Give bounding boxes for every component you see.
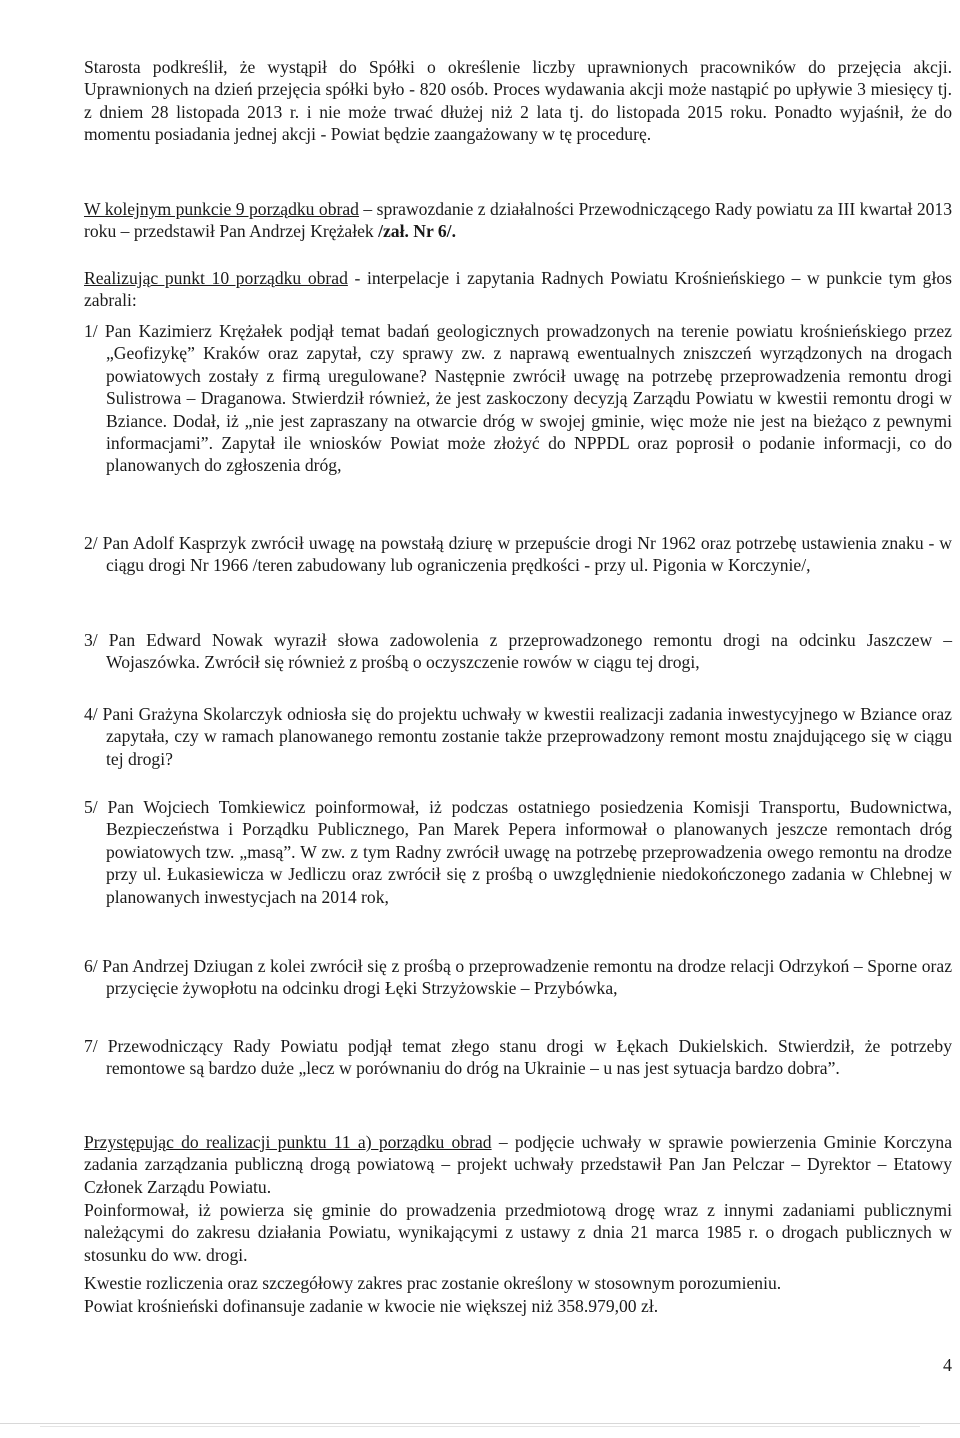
scan-edge-line	[0, 1423, 960, 1424]
list-item-4: 4/ Pani Grażyna Skolarczyk odniosła się do projektu uchwały w kwestii realizacji zadania inwestycyjnego w Bziance oraz zapytała, czy w ramach planowanego remontu zostanie także przeprowadzony remont mostu znajdującego się w ciągu tej drogi?	[84, 704, 952, 769]
list-item-7: 7/ Przewodniczący Rady Powiatu podjął temat złego stanu drogi w Łękach Dukielskich. Stwierdził, że potrzeby remontowe są bardzo duże „lecz w porównaniu do dróg na Ukrainie – u nas jest sytuacja bardzo dobra”.	[84, 1036, 952, 1079]
paragraph-poinformowal: Poinformował, iż powierza się gminie do prowadzenia przedmiotową drogę wraz z innymi zadaniami publicznymi należącymi do zakresu działania Powiatu, wynikającymi z ustawy z dnia 21 marca 1985 r. o drogach publicznych w stosunku do ww. drogi.	[84, 1200, 952, 1265]
paragraph-starosta: Starosta podkreślił, że wystąpił do Spółki o określenie liczby uprawnionych pracowników do przejęcia akcji. Uprawnionych na dzień przejęcia spółki było - 820 osób. Proces wydawania akcji może nastąpić po upływie 3 miesięcy tj. z dniem 28 listopada 2013 r. i nie może trwać dłużej niż 2 lata tj. do listopada 2015 roku. Ponadto wyjaśnił, że do momentu posiadania jednej akcji - Powiat będzie zaangażowany w tę procedurę.	[84, 57, 952, 145]
list-item-2: 2/ Pan Adolf Kasprzyk zwrócił uwagę na powstałą dziurę w przepuście drogi Nr 1962 oraz potrzebę ustawienia znaku - w ciągu drogi Nr 1966 /teren zabudowany lub ograniczenia prędkości - przy ul. Pigonia w Korczynie/,	[84, 533, 952, 576]
paragraph-point-11a	[84, 1131, 952, 1198]
paragraph-kwestie: Kwestie rozliczenia oraz szczegółowy zakres prac zostanie określony w stosownym porozumieniu.	[84, 1273, 782, 1293]
list-item-3: 3/ Pan Edward Nowak wyraził słowa zadowolenia z przeprowadzonego remontu drogi na odcinku Jaszczew – Wojaszówka. Zwrócił się również z prośbą o oczyszczenie rowów w ciągu tej drogi,	[84, 630, 952, 673]
point-10-text: - interpelacje i zapytania Radnych Powiatu Krośnieńskiego – w punkcie tym głos zabrali:	[84, 268, 952, 311]
point-11a-heading: Przystępując do realizacji punktu 11 a) porządku obrad	[84, 1132, 492, 1152]
page-number: 4	[943, 1355, 952, 1375]
paragraph-point-9	[84, 198, 952, 243]
attachment-ref: /zał. Nr 6/.	[378, 221, 456, 242]
point-9-text: – sprawozdanie z działalności Przewodniczącego Rady powiatu za III kwartał 2013 roku – przedstawił Pan Andrzej Krężałek	[84, 199, 953, 242]
paragraph-point-10	[84, 267, 952, 312]
list-item-5: 5/ Pan Wojciech Tomkiewicz poinformował, iż podczas ostatniego posiedzenia Komisji Transportu, Budownictwa, Bezpieczeństwa i Porządku Publicznego, Pan Marek Pepera informował o planowanych jeszcze remontach dróg powiatowych tzw. „masą”. W zw. z tym Radny zwrócił uwagę na potrzebę przeprowadzenia owego remontu na drodze przy ul. Łukasiewicza w Jedliczu oraz zwrócił się z prośbą o uwzględnienie niedokończonego zadania w Chlebnej w planowanych inwestycjach na 2014 rok,	[84, 797, 952, 907]
scan-edge-line-2	[40, 1426, 920, 1427]
list-item-1: 1/ Pan Kazimierz Krężałek podjął temat badań geologicznych prowadzonych na terenie powiatu krośnieńskiego przez „Geofizykę” Kraków oraz zapytał, czy sprawy zw. z naprawą ewentualnych zniszczeń wyrządzonych na drogach powiatowych zostały z firmą uregulowane? Następnie zwrócił uwagę na potrzebę przeprowadzenia remontu drogi Sulistrowa – Draganowa. Stwierdził również, że jest zaskoczony decyzją Zarządu Powiatu w kwestii remontu drogi w Bziance. Dodał, iż „nie jest zapraszany na otwarcie dróg w swojej gminie, więc może nie jest na bieżąco z pewnymi informacjami”. Zapytał ile wniosków Powiat może złożyć do NPPDL oraz poprosił o podanie informacji, co do planowanych do zgłoszenia dróg,	[84, 321, 952, 476]
point-11a-text: – podjęcie uchwały w sprawie powierzenia Gminie Korczyna zadania zarządzania publiczną drogą powiatową – projekt uchwały przedstawił Pan Jan Pelczar – Dyrektor – Etatowy Członek Zarządu Powiatu.	[84, 1132, 952, 1197]
paragraph-dofinansowanie: Powiat krośnieński dofinansuje zadanie w kwocie nie większej niż 358.979,00 zł.	[84, 1296, 659, 1316]
point-10-heading: Realizując punkt 10 porządku obrad	[84, 268, 348, 288]
list-item-6: 6/ Pan Andrzej Dziugan z kolei zwrócił się z prośbą o przeprowadzenie remontu na drodze relacji Odrzykoń – Sporne oraz przycięcie żywopłotu na odcinku drogi Łęki Strzyżowskie – Przybówka,	[84, 956, 952, 999]
point-9-heading: W kolejnym punkcie 9 porządku obrad	[84, 199, 359, 219]
